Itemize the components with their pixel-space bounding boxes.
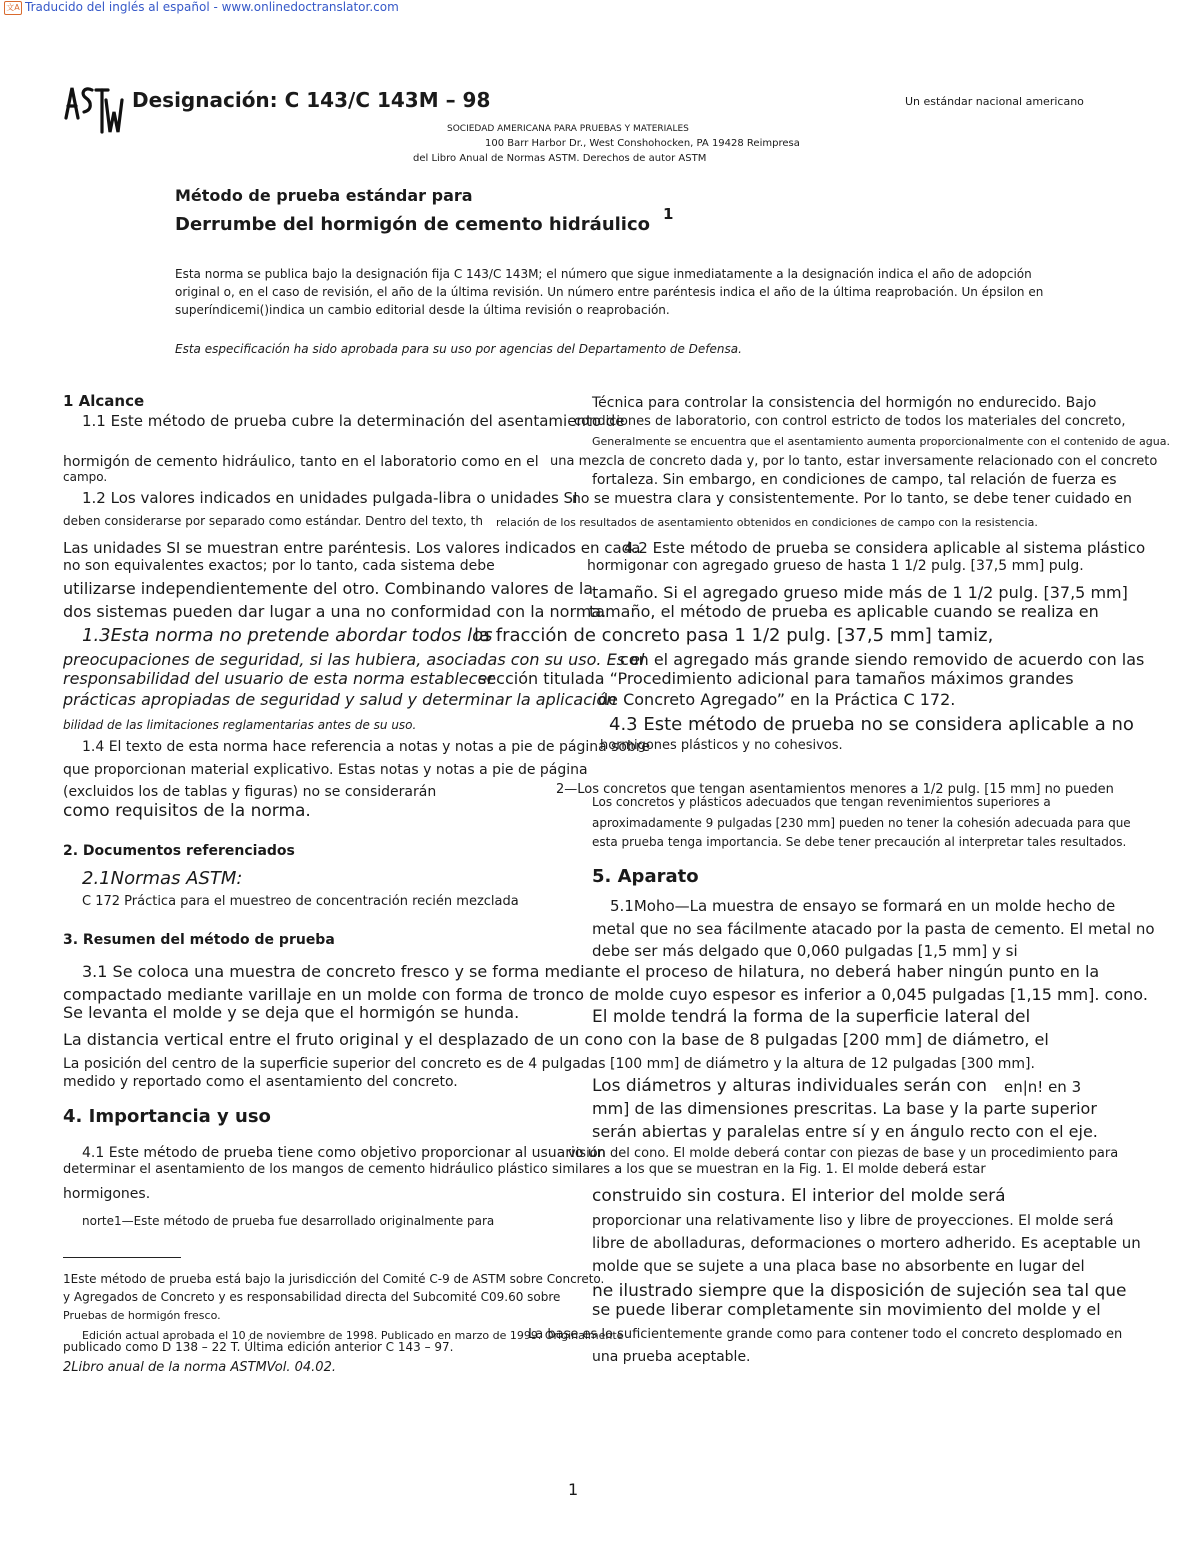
right-column-line: 4.2 Este método de prueba se considera aplicable al sistema plástico <box>624 539 1146 557</box>
astm-logo-graphic <box>62 82 124 138</box>
right-column-line: metal que no sea fácilmente atacado por la pasta de cemento. El metal no <box>592 920 1155 938</box>
intro-paragraph: Esta norma se publica bajo la designación fija C 143/C 143M; el número que sigue inmediatamente a la designación indica el año de adopción original o, en el caso de revisión, el año de la última revisión. Un número entre paréntesis indica el año de la última reaprobación. Un épsilon en superíndicemi()indica un cambio editorial desde la última revisión o reaprobación. <box>175 267 1044 317</box>
right-column-line: de Concreto Agregado” en la Práctica C 172. <box>598 690 956 709</box>
left-column-line: preocupaciones de seguridad, si las hubiera, asociadas con su uso. Es el <box>63 650 645 669</box>
left-column-line: campo. <box>63 470 108 484</box>
right-column-line: con el agregado más grande siendo removido de acuerdo con las <box>620 650 1145 669</box>
society-line: 100 Barr Harbor Dr., West Conshohocken, PA 19428 Reimpresa <box>485 138 800 149</box>
left-column-line: Las unidades SI se muestran entre paréntesis. Los valores indicados en cada <box>63 539 641 557</box>
left-column-line: 3. Resumen del método de prueba <box>63 932 335 948</box>
left-column-line: (excluidos los de tablas y figuras) no se considerarán <box>63 784 437 800</box>
right-column-line: Los concretos y plásticos adecuados que tengan revenimientos superiores a <box>592 795 1051 809</box>
right-column-line: mm] de las dimensiones prescritas. La base y la parte superior <box>592 1099 1097 1118</box>
right-column-line: esta prueba tenga importancia. Se debe tener precaución al interpretar tales resultados. <box>592 835 1127 849</box>
page-number: 1 <box>568 1480 579 1499</box>
left-column-line: norte1—Este método de prueba fue desarrollado originalmente para <box>82 1214 495 1228</box>
left-column-line: La posición del centro de la superficie superior del concreto es de 4 pulgadas [100 mm] de diámetro y la altura de 12 pulgadas [300 mm]. <box>63 1056 1035 1072</box>
left-column-line: 1.1 Este método de prueba cubre la determinación del asentamiento de <box>82 412 625 430</box>
right-column-line: debe ser más delgado que 0,060 pulgadas [1,5 mm] y si <box>592 942 1018 960</box>
right-column-line: 5.1Moho—La muestra de ensayo se formará en un molde hecho de <box>610 897 1116 915</box>
left-column-line: 1.2 Los valores indicados en unidades pulgada-libra o unidades SI <box>82 489 578 507</box>
left-column-line: que proporcionan material explicativo. Estas notas y notas a pie de página <box>63 762 588 778</box>
right-column-line: proporcionar una relativamente liso y libre de proyecciones. El molde será <box>592 1213 1114 1229</box>
left-column-line: 1 Alcance <box>63 392 145 410</box>
translator-banner-text: Traducido del inglés al español - www.onlinedoctranslator.com <box>25 0 399 15</box>
right-column-line: hormigonar con agregado grueso de hasta 1 1/2 pulg. [37,5 mm] pulg. <box>587 558 1084 574</box>
footnote-line: publicado como D 138 – 22 T. Última edición anterior C 143 – 97. <box>63 1340 454 1354</box>
footnote-line: y Agregados de Concreto y es responsabilidad directa del Subcomité C09.60 sobre <box>63 1290 561 1304</box>
right-column-line: Generalmente se encuentra que el asentamiento aumenta proporcionalmente con el contenido de agua. <box>592 435 1170 448</box>
dod-approval-note: Esta especificación ha sido aprobada para su uso por agencias del Departamento de Defensa. <box>175 342 742 356</box>
right-column-line: libre de abolladuras, deformaciones o mortero adherido. Es aceptable un <box>592 1234 1141 1252</box>
left-column-line: responsabilidad del usuario de esta norma establecer <box>63 669 494 688</box>
left-column-line: 1.3Esta norma no pretende abordar todos los <box>82 625 493 646</box>
left-column-line: compactado mediante varillaje en un molde con forma de tronco de molde cuyo espesor es inferior a 0,045 pulgadas [1,15 mm]. cono. <box>63 985 1148 1004</box>
footnote-line: Pruebas de hormigón fresco. <box>63 1309 221 1322</box>
left-column-line: 4.1 Este método de prueba tiene como objetivo proporcionar al usuario un <box>82 1145 606 1161</box>
translate-icon: 文A <box>4 1 22 15</box>
left-column-line: hormigones. <box>63 1186 151 1202</box>
left-column-line: 2. Documentos referenciados <box>63 843 295 859</box>
right-column-line: sección titulada “Procedimiento adicional para tamaños máximos grandes <box>478 669 1074 688</box>
left-column-line: bilidad de las limitaciones reglamentarias antes de su uso. <box>63 718 417 732</box>
society-line: SOCIEDAD AMERICANA PARA PRUEBAS Y MATERIALES <box>447 124 689 134</box>
footnote-line: 2Libro anual de la norma ASTMVol. 04.02. <box>63 1360 336 1375</box>
right-column-line: visión del cono. El molde deberá contar con piezas de base y un procedimiento para <box>568 1146 1119 1161</box>
left-column-line: no son equivalentes exactos; por lo tanto, cada sistema debe <box>63 558 495 574</box>
left-column-line: 1.4 El texto de esta norma hace referencia a notas y notas a pie de página sobre <box>82 739 650 755</box>
right-column-line: ne ilustrado siempre que la disposición de sujeción sea tal que <box>592 1281 1127 1301</box>
right-column-line: 2—Los concretos que tengan asentamientos menores a 1/2 pulg. [15 mm] no pueden <box>556 782 1114 797</box>
right-column-line: molde que se sujete a una placa base no absorbente en lugar del <box>592 1257 1085 1275</box>
right-column-line: en|n! en 3 <box>1004 1078 1082 1096</box>
left-column-line: hormigón de cemento hidráulico, tanto en el laboratorio como en el <box>63 454 539 470</box>
left-column-line: 3.1 Se coloca una muestra de concreto fresco y se forma mediante el proceso de hilatura, no deberá haber ningún punto en la <box>82 962 1100 981</box>
right-column-line: fortaleza. Sin embargo, en condiciones de campo, tal relación de fuerza es <box>592 472 1117 488</box>
left-column-line: Se levanta el molde y se deja que el hormigón se hunda. <box>63 1003 520 1022</box>
left-column-line: prácticas apropiadas de seguridad y salud y determinar la aplicación <box>63 690 617 709</box>
right-column-line: Técnica para controlar la consistencia del hormigón no endurecido. Bajo <box>592 395 1097 411</box>
title-footnote-mark: 1 <box>663 205 674 223</box>
right-column-line: Los diámetros y alturas individuales serán con <box>592 1076 988 1096</box>
footnote-line: Edición actual aprobada el 10 de noviembre de 1998. Publicado en marzo de 1999. Originalmente <box>82 1329 624 1342</box>
title-line-1: Método de prueba estándar para <box>175 186 473 205</box>
left-column-line: determinar el asentamiento de los mangos de cemento hidráulico plástico similares a los que se muestran en la Fig. 1. El molde deberá estar <box>63 1162 986 1177</box>
right-column-line: construido sin costura. El interior del molde será <box>592 1186 1006 1206</box>
left-column-line: medido y reportado como el asentamiento del concreto. <box>63 1074 458 1090</box>
right-column-line: 5. Aparato <box>592 866 699 887</box>
right-column-line: 4.3 Este método de prueba no se considera aplicable a no <box>609 714 1134 735</box>
right-column-line: serán abiertas y paralelas entre sí y en ángulo recto con el eje. <box>592 1122 1098 1141</box>
footnote-line: 1Este método de prueba está bajo la jurisdicción del Comité C-9 de ASTM sobre Concreto. <box>63 1272 605 1286</box>
right-column-line: La base es lo suficientemente grande como para contener todo el concreto desplomado en <box>528 1327 1123 1342</box>
right-column-line: aproximadamente 9 pulgadas [230 mm] pueden no tener la cohesión adecuada para que <box>592 816 1131 830</box>
left-column-line: La distancia vertical entre el fruto original y el desplazado de un cono con la base de 8 pulgadas [200 mm] de diámetro, el <box>63 1030 1049 1049</box>
right-column-line: condiciones de laboratorio, con control estricto de todos los materiales del concreto, <box>574 414 1126 429</box>
right-column-line: relación de los resultados de asentamiento obtenidos en condiciones de campo con la resistencia. <box>496 516 1038 529</box>
footnote-divider <box>63 1257 181 1258</box>
left-column-line: dos sistemas pueden dar lugar a una no conformidad con la norma. <box>63 602 607 621</box>
national-standard-label: Un estándar nacional americano <box>905 95 1084 108</box>
left-column-line: 2.1Normas ASTM: <box>82 868 243 889</box>
left-column-line: deben considerarse por separado como estándar. Dentro del texto, th <box>63 514 483 528</box>
left-column-line: 4. Importancia y uso <box>63 1106 271 1127</box>
title-line-2: Derrumbe del hormigón de cemento hidráulico <box>175 214 651 235</box>
right-column-line: se puede liberar completamente sin movimiento del molde y el <box>592 1300 1101 1319</box>
right-column-line: tamaño. Si el agregado grueso mide más de 1 1/2 pulg. [37,5 mm] <box>592 583 1128 602</box>
right-column-line: una prueba aceptable. <box>592 1349 751 1365</box>
designation-heading: Designación: C 143/C 143M – 98 <box>132 88 491 112</box>
right-column-line: El molde tendrá la forma de la superficie lateral del <box>592 1007 1031 1027</box>
right-column-line: hormigones plásticos y no cohesivos. <box>600 738 843 753</box>
right-column-line: la fracción de concreto pasa 1 1/2 pulg. [37,5 mm] tamiz, <box>474 625 994 646</box>
society-line: del Libro Anual de Normas ASTM. Derechos de autor ASTM <box>413 153 707 164</box>
right-column-line: no se muestra clara y consistentemente. Por lo tanto, se debe tener cuidado en <box>572 491 1132 507</box>
left-column-line: como requisitos de la norma. <box>63 801 311 821</box>
astm-logo <box>62 82 124 138</box>
right-column-line: una mezcla de concreto dada y, por lo tanto, estar inversamente relacionado con el concreto <box>550 454 1158 469</box>
left-column-line: utilizarse independientemente del otro. Combinando valores de la <box>63 579 594 598</box>
right-column-line: tamaño, el método de prueba es aplicable cuando se realiza en <box>589 602 1099 621</box>
translator-banner-link[interactable] <box>4 1 399 15</box>
left-column-line: C 172 Práctica para el muestreo de concentración recién mezclada <box>82 894 519 909</box>
